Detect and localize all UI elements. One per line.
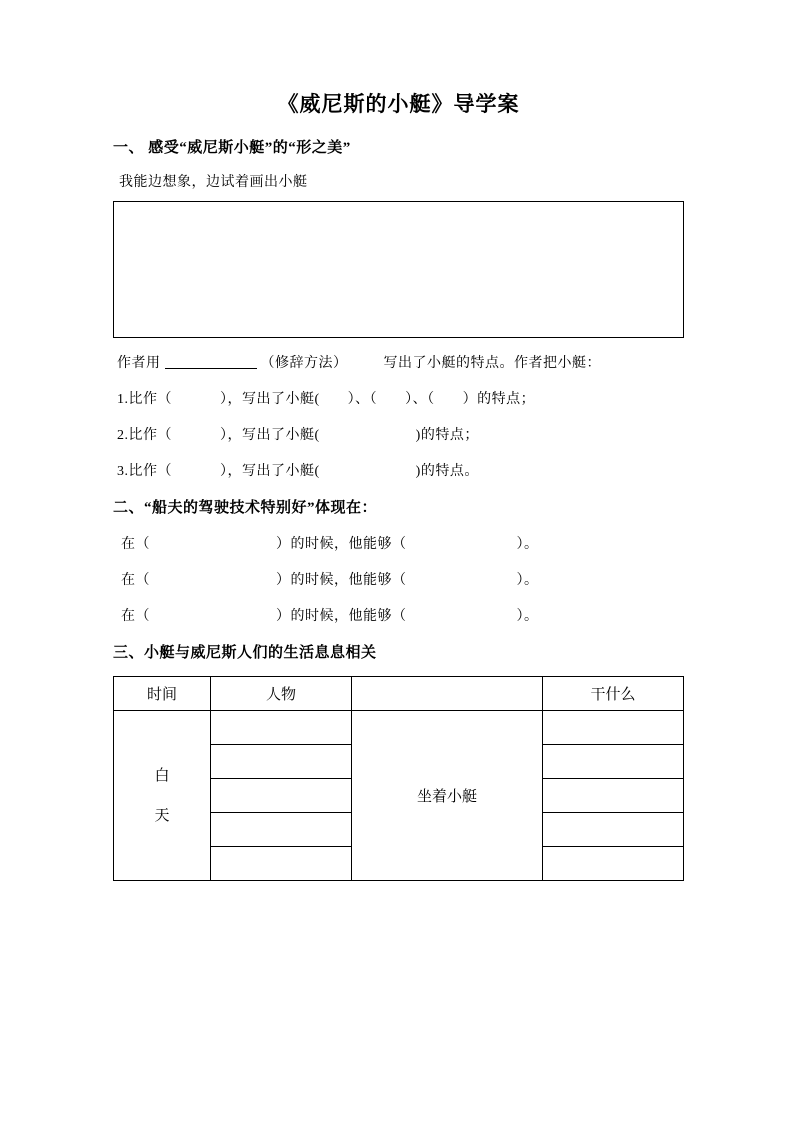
cell-do[interactable]	[543, 745, 684, 779]
cell-person[interactable]	[211, 745, 352, 779]
skill-line-1	[121, 533, 684, 553]
cell-person[interactable]	[211, 779, 352, 813]
drawing-area[interactable]	[113, 201, 684, 338]
metaphor-line-1	[117, 388, 684, 408]
daytime-line-2: 天	[154, 807, 170, 824]
skill-suffix: ）。	[516, 537, 539, 552]
skill-line-2	[121, 569, 684, 589]
cell-person[interactable]	[211, 711, 352, 745]
metaphor-middle: ），写出了小艇(	[220, 464, 320, 479]
metaphor-prefix: 比作（	[128, 428, 172, 443]
metaphor-prefix: 比作（	[128, 464, 172, 479]
life-table	[113, 676, 684, 881]
skill-suffix: ）。	[516, 609, 539, 624]
section-1-prompt: 我能边想象，边试着画出小艇	[119, 175, 308, 190]
author-line-middle: （修辞方法）	[260, 356, 348, 371]
metaphor-index: 1.	[117, 392, 129, 407]
metaphor-index: 3.	[117, 464, 129, 479]
cell-person[interactable]	[211, 847, 352, 881]
skill-prefix: 在（	[121, 573, 150, 588]
skill-middle: ）的时候，他能够（	[276, 609, 407, 624]
cell-do[interactable]	[543, 779, 684, 813]
header-person: 人物	[211, 677, 352, 711]
cell-do[interactable]	[543, 847, 684, 881]
metaphor-part-1: ）、（	[347, 392, 378, 407]
cell-person[interactable]	[211, 813, 352, 847]
metaphor-middle: ），写出了小艇(	[220, 392, 320, 407]
metaphor-index: 2.	[117, 428, 129, 443]
table-header-row	[114, 677, 684, 711]
metaphor-part-3: ）的特点；	[462, 392, 536, 407]
skill-suffix: ）。	[516, 573, 539, 588]
header-time: 时间	[114, 677, 211, 711]
metaphor-prefix: 比作（	[128, 392, 172, 407]
metaphor-suffix: )的特点。	[415, 464, 479, 479]
skill-middle: ）的时候，他能够（	[276, 537, 407, 552]
section-1-heading: 一、 感受“威尼斯小艇”的“形之美”	[113, 140, 351, 156]
author-line-prefix: 作者用	[117, 356, 161, 371]
section-3-heading: 三、小艇与威尼斯人们的生活息息相关	[113, 645, 377, 661]
metaphor-suffix: )的特点；	[415, 428, 479, 443]
skill-line-3	[121, 605, 684, 625]
daytime-line-1: 白	[154, 767, 170, 784]
table-row	[114, 711, 684, 745]
author-technique-line	[117, 352, 684, 372]
author-line-suffix: 写出了小艇的特点。作者把小艇：	[383, 356, 601, 371]
cell-vehicle: 坐着小艇	[352, 711, 543, 881]
cell-do[interactable]	[543, 813, 684, 847]
cell-do[interactable]	[543, 711, 684, 745]
header-do: 干什么	[543, 677, 684, 711]
metaphor-line-3	[117, 460, 684, 480]
technique-blank[interactable]	[165, 354, 257, 369]
cell-daytime	[114, 711, 211, 881]
skill-prefix: 在（	[121, 537, 150, 552]
metaphor-part-2: ）、（	[405, 392, 435, 407]
header-vehicle	[352, 677, 543, 711]
section-2-heading: 二、“船夫的驾驶技术特别好”体现在：	[113, 500, 378, 516]
skill-middle: ）的时候，他能够（	[276, 573, 407, 588]
metaphor-line-2	[117, 424, 684, 444]
metaphor-middle: ），写出了小艇(	[220, 428, 320, 443]
skill-prefix: 在（	[121, 609, 150, 624]
page-title: 《威尼斯的小艇》导学案	[277, 92, 520, 116]
